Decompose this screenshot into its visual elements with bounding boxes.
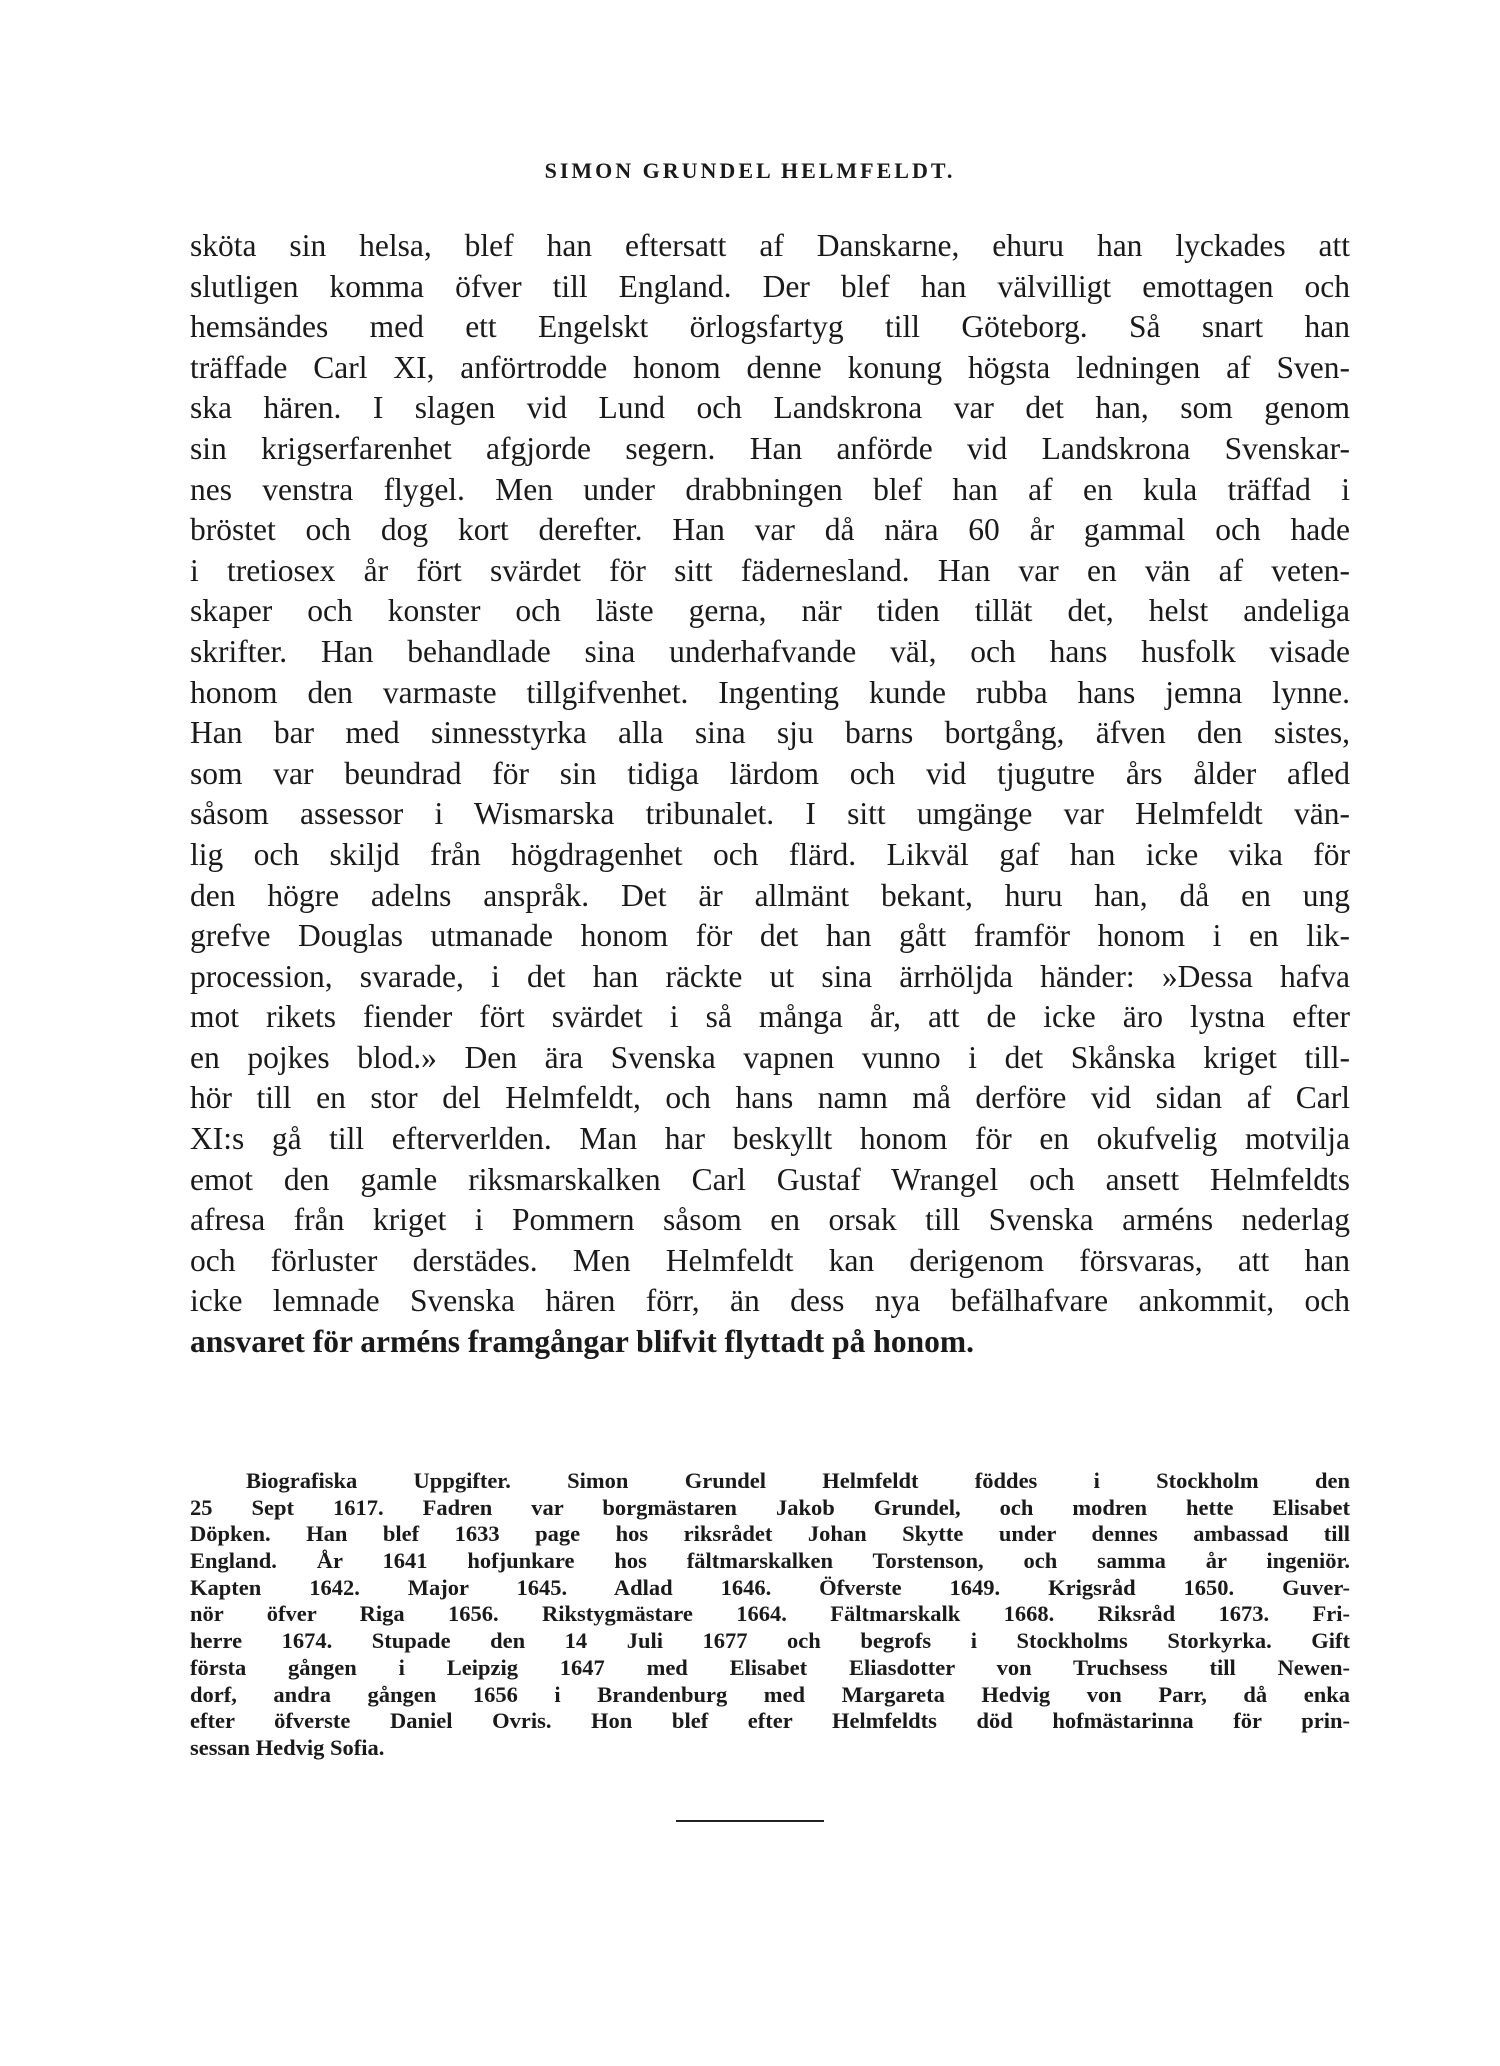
bio-line: Döpken. Han blef 1633 page hos riksrådet Johan Skytte under dennes ambassad till — [190, 1521, 1350, 1547]
text-line: sin krigserfarenhet afgjorde segern. Han anförde vid Landskrona Svenskar- — [190, 430, 1350, 466]
closing-rule — [676, 1820, 824, 1822]
running-head: SIMON GRUNDEL HELMFELDT. — [544, 158, 956, 183]
text-line: den högre adelns anspråk. Det är allmänt bekant, huru han, då en ung — [190, 877, 1350, 913]
text-line: lig och skiljd från högdragenhet och flärd. Likväl gaf han icke vika för — [190, 836, 1350, 872]
text-line: nes venstra flygel. Men under drabbningen blef han af en kula träffad i — [190, 471, 1350, 507]
text-line: som var beundrad för sin tidiga lärdom och vid tjugutre års ålder afled — [190, 755, 1350, 791]
text-line: i tretiosex år fört svärdet för sitt fädernesland. Han var en vän af veten- — [190, 552, 1350, 588]
bio-line-final: sessan Hedvig Sofia. — [190, 1734, 385, 1760]
bio-line: herre 1674. Stupade den 14 Juli 1677 och begrofs i Stockholms Storkyrka. Gift — [190, 1628, 1350, 1654]
text-line: en pojkes blod.» Den ära Svenska vapnen vunno i det Skånska kriget till- — [190, 1039, 1350, 1075]
bio-line: dorf, andra gången 1656 i Brandenburg med Margareta Hedvig von Parr, då enka — [190, 1681, 1350, 1707]
text-line: slutligen komma öfver till England. Der blef han välvilligt emottagen och — [190, 268, 1350, 304]
text-line: afresa från kriget i Pommern såsom en orsak till Svenska arméns nederlag — [190, 1202, 1350, 1238]
text-line: hemsändes med ett Engelskt örlogsfartyg till Göteborg. Så snart han — [190, 309, 1350, 345]
bio-line: 25 Sept 1617. Fadren var borgmästaren Jakob Grundel, och modren hette Elisabet — [190, 1494, 1350, 1520]
text-line: honom den varmaste tillgifvenhet. Ingenting kunde rubba hans jemna lynne. — [190, 674, 1350, 710]
bio-line: efter öfverste Daniel Ovris. Hon blef efter Helmfeldts död hofmästarinna för prin- — [190, 1708, 1350, 1734]
biographical-notes — [190, 1468, 1350, 1762]
text-line: procession, svarade, i det han räckte ut sina ärrhöljda händer: »Dessa hafva — [190, 958, 1350, 994]
text-line: XI:s gå till efterverlden. Man har beskyllt honom för en okufvelig motvilja — [190, 1121, 1350, 1157]
text-line-final: ansvaret för arméns framgångar blifvit flyttadt på honom. — [190, 1324, 974, 1360]
text-line: hör till en stor del Helmfeldt, och hans namn må derföre vid sidan af Carl — [190, 1080, 1350, 1116]
text-line: och förluster derstädes. Men Helmfeldt kan derigenom försvaras, att han — [190, 1242, 1350, 1278]
text-line: grefve Douglas utmanade honom för det han gått framför honom i en lik- — [190, 918, 1350, 954]
text-line: skaper och konster och läste gerna, när tiden tillät det, helst andeliga — [190, 593, 1350, 629]
bio-line: nör öfver Riga 1656. Rikstygmästare 1664. Fältmarskalk 1668. Riksråd 1673. Fri- — [190, 1601, 1350, 1627]
text-line: icke lemnade Svenska hären förr, än dess nya befälhafvare ankommit, och — [190, 1283, 1350, 1319]
text-line: skrifter. Han behandlade sina underhafvande väl, och hans husfolk visade — [190, 633, 1350, 669]
text-line: Han bar med sinnesstyrka alla sina sju barns bortgång, äfven den sistes, — [190, 715, 1350, 751]
text-line: sköta sin helsa, blef han eftersatt af Danskarne, ehuru han lyckades att — [190, 228, 1350, 263]
bio-line: första gången i Leipzig 1647 med Elisabet Eliasdotter von Truchsess till Newen- — [190, 1654, 1350, 1680]
bio-line: England. År 1641 hofjunkare hos fältmarskalken Torstenson, och samma år ingeniör. — [190, 1548, 1350, 1574]
bio-line: Kapten 1642. Major 1645. Adlad 1646. Öfverste 1649. Krigsråd 1650. Guver- — [190, 1574, 1350, 1600]
main-body-text — [190, 226, 1350, 1363]
text-line: träffade Carl XI, anförtrodde honom denne konung högsta ledningen af Sven- — [190, 349, 1350, 385]
text-line: såsom assessor i Wismarska tribunalet. I sitt umgänge var Helmfeldt vän- — [190, 796, 1350, 832]
text-line: ska hären. I slagen vid Lund och Landskrona var det han, som genom — [190, 390, 1350, 426]
text-line: mot rikets fiender fört svärdet i så många år, att de icke äro lystna efter — [190, 999, 1350, 1035]
text-line: emot den gamle riksmarskalken Carl Gustaf Wrangel och ansett Helmfeldts — [190, 1161, 1350, 1197]
text-line: bröstet och dog kort derefter. Han var då nära 60 år gammal och hade — [190, 512, 1350, 548]
bio-line: Biografiska Uppgifter. Simon Grundel Helmfeldt föddes i Stockholm den — [246, 1468, 1350, 1493]
